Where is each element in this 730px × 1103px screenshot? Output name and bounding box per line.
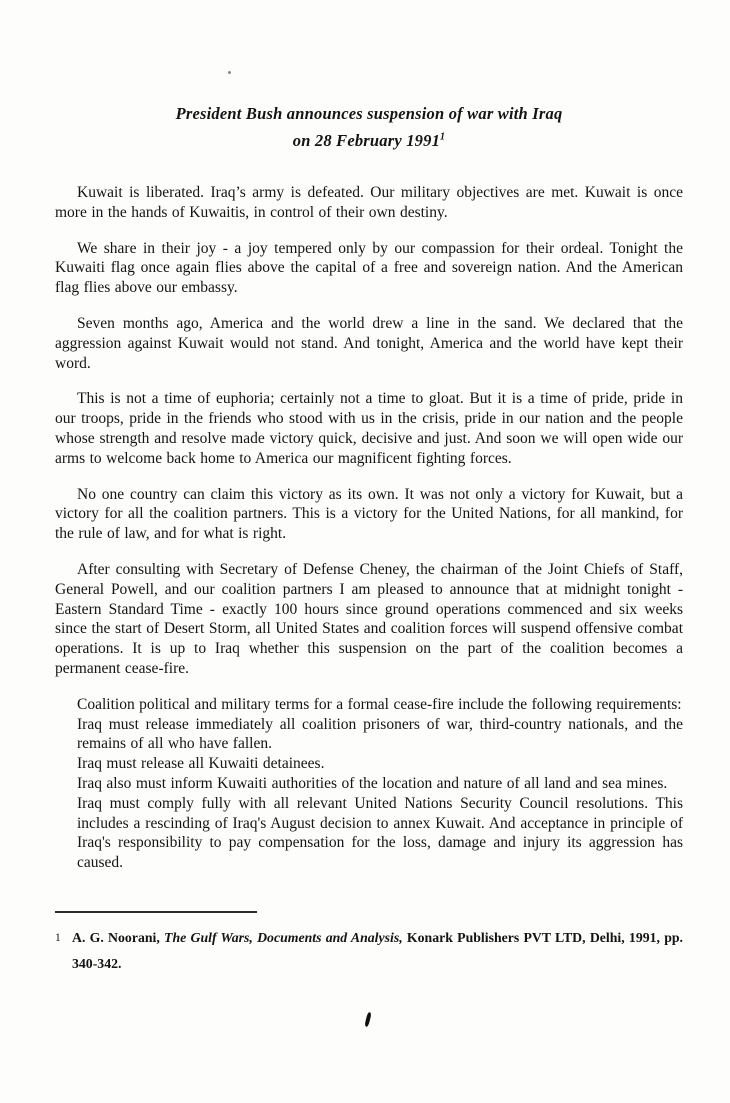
- footnote-author: A. G. Noorani,: [72, 930, 160, 945]
- paragraph-6: After consulting with Secretary of Defense Cheney, the chairman of the Joint Chiefs of Staff, General Powell, and our coalition partners I am pleased to announce that at midnight tonight - Eastern Standard Time - exactly 100 hours since ground operations commenced and six weeks since the start of Desert Storm, all United States and coalition forces will suspend offensive combat operations. It is up to Iraq whether this suspension on the part of the coalition becomes a permanent cease-fire.: [55, 560, 683, 677]
- requirement-item-3: Iraq also must inform Kuwaiti authorities of the location and nature of all land and sea mines.: [77, 774, 668, 792]
- title-line-1: President Bush announces suspension of war with Iraq: [175, 104, 563, 123]
- title-line-2: [55, 127, 683, 154]
- footnote-divider: [55, 911, 257, 913]
- paragraph-4: This is not a time of euphoria; certainly not a time to gloat. But it is a time of pride, pride in our troops, pride in the friends who stood with us in the crisis, pride in our nation and the people whose strength and resolve made victory quick, decisive and just. And soon we will open wide our arms to welcome back home to America our magnificent fighting forces.: [55, 390, 683, 467]
- requirements-intro: Coalition political and military terms for a formal cease-fire include the following requirements:: [77, 695, 682, 713]
- paragraph-1: Kuwait is liberated. Iraq’s army is defeated. Our military objectives are met. Kuwait is once more in the hands of Kuwaitis, in control of their own destiny.: [55, 184, 683, 221]
- page-content: [55, 100, 683, 873]
- footnote-marker: 1: [55, 932, 61, 944]
- footnote-work-title: The Gulf Wars, Documents and Analysis,: [164, 930, 403, 945]
- page-number-value: [368, 1012, 369, 1013]
- speech-body: [55, 183, 683, 873]
- paragraph-2: We share in their joy - a joy tempered only by our compassion for their ordeal. Tonight the Kuwaiti flag once again flies above the capital of a free and sovereign nation. And the American flag flies above our embassy.: [55, 239, 683, 297]
- paragraph-5: No one country can claim this victory as its own. It was not only a victory for Kuwait, but a victory for all the coalition partners. This is a victory for the United Nations, for all mankind, for the rule of law, and for what is right.: [55, 485, 683, 543]
- document-title: [55, 100, 683, 154]
- requirement-item-1: Iraq must release immediately all coalition prisoners of war, third-country nationals, and the remains of all who have fallen.: [77, 715, 683, 753]
- scan-speck: [228, 71, 231, 74]
- footnote-publisher: Konark Publishers PVT LTD, Delhi, 1991, pp. 340-342.: [72, 930, 684, 971]
- title-line-2-text: on 28 February 1991: [292, 131, 441, 150]
- requirement-item-4: Iraq must comply fully with all relevant United Nations Security Council resolutions. This includes a rescinding of Iraq's August decision to annex Kuwait. And acceptance in principle of Iraq's responsibility to pay compensation for the loss, damage and injury its aggression has caused.: [77, 794, 683, 872]
- footnote-text: [72, 925, 683, 977]
- footnote-reference-superscript: 1: [440, 131, 446, 143]
- page-number-mark: [364, 1012, 372, 1028]
- requirement-item-2: Iraq must release all Kuwaiti detainees.: [77, 755, 325, 773]
- footnote: [55, 925, 683, 977]
- paragraph-3: Seven months ago, America and the world drew a line in the sand. We declared that the aggression against Kuwait would not stand. And tonight, America and the world have kept their word.: [55, 314, 683, 372]
- requirements-list: [55, 715, 683, 873]
